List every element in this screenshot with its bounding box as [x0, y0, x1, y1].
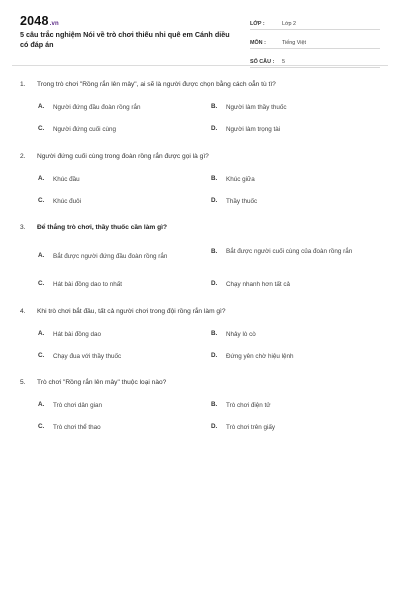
option-text: Hát bài đồng dao to nhất — [53, 281, 122, 288]
option-letter: A. — [38, 175, 45, 182]
option-2c[interactable] — [38, 197, 193, 206]
option-5b[interactable] — [211, 401, 366, 410]
option-text: Hát bài đồng dao — [53, 331, 101, 338]
option-letter: B. — [211, 175, 218, 182]
question-number: 1. — [20, 81, 26, 88]
question-number: 4. — [20, 308, 26, 315]
question-1 — [20, 81, 380, 88]
option-2a[interactable] — [38, 175, 193, 184]
option-5d[interactable] — [211, 423, 366, 432]
option-letter: B. — [211, 330, 218, 337]
option-letter: A. — [38, 252, 45, 259]
question-number: 5. — [20, 379, 26, 386]
option-3a[interactable] — [38, 252, 213, 261]
option-4a[interactable] — [38, 330, 193, 339]
option-letter: B. — [211, 103, 218, 110]
question-number: 3. — [20, 224, 26, 231]
option-letter: A. — [38, 401, 45, 408]
option-text: Khúc đầu — [53, 176, 80, 183]
question-2 — [20, 153, 380, 160]
option-3d[interactable] — [211, 280, 366, 289]
meta-count-label: SỐ CÂU : — [250, 59, 275, 65]
option-text: Người đứng đầu đoàn rồng rắn — [53, 104, 141, 111]
option-letter: D. — [211, 352, 218, 359]
option-text: Đứng yên chờ hiệu lệnh — [226, 353, 294, 360]
option-letter: C. — [38, 423, 45, 430]
option-letter: C. — [38, 197, 45, 204]
option-text: Bắt được người đứng đầu đoàn rồng rắn — [53, 253, 168, 260]
logo-number: 2048 — [20, 14, 49, 28]
option-text: Nhảy lò cò — [226, 331, 256, 338]
option-text: Trò chơi thể thao — [53, 424, 101, 431]
option-text: Chạy nhanh hơn tất cả — [226, 281, 290, 288]
option-4c[interactable] — [38, 352, 193, 361]
option-letter: A. — [38, 330, 45, 337]
option-text: Trò chơi trên giấy — [226, 424, 276, 431]
question-3 — [20, 224, 380, 231]
option-text: Chạy đua với thầy thuốc — [53, 353, 122, 360]
question-text: Trò chơi "Rồng rắn lên mây" thuộc loại nào? — [37, 379, 167, 386]
option-text: Khúc giữa — [226, 176, 255, 183]
meta-grade-value: Lớp 2 — [282, 21, 297, 27]
option-text: Trò chơi dân gian — [53, 402, 103, 409]
document-meta — [250, 14, 380, 71]
logo-domain: .vn — [49, 21, 59, 27]
site-logo[interactable] — [20, 14, 59, 28]
option-text: Người đứng cuối cùng — [53, 126, 116, 133]
option-4b[interactable] — [211, 330, 366, 339]
question-text: Trong trò chơi "Rồng rắn lên mây", ai sẽ là người được chọn bằng cách oẳn tù tì? — [37, 81, 276, 88]
option-3c[interactable] — [38, 280, 193, 289]
meta-grade-label: LỚP : — [250, 21, 265, 27]
option-letter: A. — [38, 103, 45, 110]
question-text: Khi trò chơi bắt đầu, tất cả người chơi trong đội rồng rắn làm gì? — [37, 308, 226, 315]
header-divider — [12, 65, 388, 66]
option-text: Khúc đuôi — [53, 198, 82, 205]
option-letter: C. — [38, 125, 45, 132]
question-text: Người đứng cuối cùng trong đoàn rồng rắn được gọi là gì? — [37, 153, 209, 160]
meta-subject-value: Tiếng Việt — [282, 40, 306, 46]
question-text: Để thắng trò chơi, thầy thuốc cần làm gì? — [37, 224, 167, 231]
option-5a[interactable] — [38, 401, 193, 410]
option-text: Trò chơi điện tử — [226, 402, 271, 409]
option-4d[interactable] — [211, 352, 366, 361]
meta-count-value: 5 — [282, 59, 285, 65]
document-title: 5 câu trắc nghiệm Nói về trò chơi thiếu nhi quê em Cánh diều có đáp án — [20, 30, 230, 49]
option-text: Bắt được người cuối cùng của đoàn rồng rắn — [226, 248, 353, 255]
option-letter: C. — [38, 352, 45, 359]
option-2b[interactable] — [211, 175, 366, 184]
option-letter: D. — [211, 197, 218, 204]
option-1c[interactable] — [38, 125, 193, 134]
option-1d[interactable] — [211, 125, 366, 134]
option-text: Người làm thầy thuốc — [226, 104, 287, 111]
option-letter: D. — [211, 423, 218, 430]
option-1a[interactable] — [38, 103, 193, 112]
meta-subject-row — [250, 33, 380, 49]
question-number: 2. — [20, 153, 26, 160]
option-3b[interactable] — [211, 247, 376, 256]
option-text: Thầy thuốc — [226, 198, 258, 205]
option-2d[interactable] — [211, 197, 366, 206]
option-text: Người làm trọng tài — [226, 126, 281, 133]
meta-subject-label: MÔN : — [250, 40, 266, 46]
option-letter: D. — [211, 125, 218, 132]
option-1b[interactable] — [211, 103, 366, 112]
meta-grade-row — [250, 14, 380, 30]
option-5c[interactable] — [38, 423, 193, 432]
question-5 — [20, 379, 380, 386]
option-letter: C. — [38, 280, 45, 287]
question-4 — [20, 308, 380, 315]
option-letter: D. — [211, 280, 218, 287]
option-letter: B. — [211, 401, 218, 408]
option-letter: B. — [211, 248, 218, 255]
